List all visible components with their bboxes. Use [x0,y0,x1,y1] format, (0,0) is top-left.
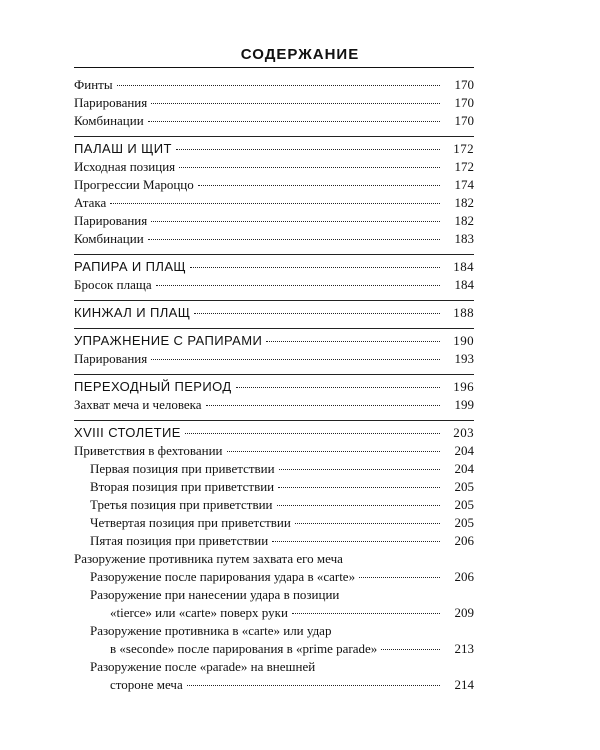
toc-entry-title[interactable]: Разоружение противника в «carte» или удар [90,623,332,638]
toc-entry-page: 214 [454,677,474,692]
section-divider [74,136,474,137]
toc-entry-title: Первая позиция при приветствии [90,461,275,476]
dot-leader [151,221,440,222]
toc-entry-title[interactable]: Разоружение при нанесении удара в позиции [90,587,340,602]
toc-entry[interactable] [74,460,474,478]
toc-entry[interactable] [74,532,474,550]
dot-leader [359,577,440,578]
dot-leader [277,505,440,506]
toc-entry[interactable] [74,396,474,414]
table-of-contents [74,76,474,694]
toc-entry-page: 205 [454,497,474,512]
toc-entry-title: Атака [74,195,107,210]
toc-entry[interactable] [74,176,474,194]
toc-entry[interactable] [74,212,474,230]
toc-entry-title: в «seconde» после парирования в «prime parade» [110,641,378,656]
toc-entry-title: Прогрессии Мароццо [74,177,194,192]
toc-entry-title: Финты [74,77,113,92]
toc-section-heading[interactable] [74,258,474,276]
toc-entry-title: ПАЛАШ И ЩИТ [74,141,172,156]
toc-entry-title: «tierce» или «carte» поверх руки [110,605,288,620]
toc-entry-title: Пятая позиция при приветствии [90,533,269,548]
dot-leader [206,405,440,406]
dot-leader [236,387,440,388]
toc-entry-page: 183 [454,231,474,246]
toc-entry-page: 182 [454,195,474,210]
toc-entry-page: 170 [454,113,474,128]
toc-entry-page: 204 [454,443,474,458]
toc-entry-title[interactable]: Разоружение после «parade» на внешней [90,659,316,674]
dot-leader [272,541,440,542]
toc-section-heading[interactable] [74,378,474,396]
toc-entry-page: 184 [453,259,474,274]
toc-entry-page: 203 [453,425,474,440]
dot-leader [148,121,440,122]
toc-entry-title: Захват меча и человека [74,397,202,412]
toc-entry[interactable] [74,676,474,694]
toc-entry-page: 190 [453,333,474,348]
toc-entry[interactable] [74,640,474,658]
toc-entry-title: ПЕРЕХОДНЫЙ ПЕРИОД [74,379,232,394]
toc-entry[interactable] [74,442,474,460]
toc-entry-page: 209 [454,605,474,620]
dot-leader [185,433,440,434]
toc-entry-title: Третья позиция при приветствии [90,497,273,512]
dot-leader [110,203,440,204]
section-divider [74,254,474,255]
toc-entry-title: РАПИРА И ПЛАЩ [74,259,186,274]
toc-entry-title: XVIII СТОЛЕТИЕ [74,425,181,440]
toc-entry-page: 205 [454,515,474,530]
toc-entry-page: 196 [453,379,474,394]
dot-leader [198,185,440,186]
toc-entry[interactable] [74,568,474,586]
toc-entry-title: Комбинации [74,113,144,128]
toc-section-heading[interactable] [74,140,474,158]
toc-entry[interactable] [74,158,474,176]
dot-leader [190,267,440,268]
section-divider [74,328,474,329]
dot-leader [187,685,440,686]
toc-entry-page: 174 [454,177,474,192]
dot-leader [117,85,440,86]
dot-leader [227,451,441,452]
section-divider [74,420,474,421]
dot-leader [278,487,440,488]
toc-entry-title: Бросок плаща [74,277,152,292]
section-divider [74,300,474,301]
toc-section-heading[interactable] [74,424,474,442]
toc-entry-page: 170 [454,95,474,110]
toc-entry-title[interactable]: Разоружение противника путем захвата его меча [74,551,343,566]
toc-entry[interactable] [74,94,474,112]
toc-entry[interactable] [74,230,474,248]
toc-entry-page: 204 [454,461,474,476]
dot-leader [194,313,440,314]
toc-entry[interactable] [74,350,474,368]
toc-entry-title: стороне меча [110,677,183,692]
toc-entry[interactable] [74,478,474,496]
dot-leader [156,285,440,286]
dot-leader [295,523,440,524]
toc-entry-page: 199 [454,397,474,412]
toc-entry[interactable] [74,514,474,532]
toc-entry-title: Четвертая позиция при приветствии [90,515,291,530]
toc-entry-title: Парирования [74,351,148,366]
toc-entry-title: Комбинации [74,231,144,246]
dot-leader [279,469,440,470]
dot-leader [292,613,440,614]
toc-entry-title: Вторая позиция при приветствии [90,479,275,494]
toc-entry[interactable] [74,276,474,294]
toc-section-heading[interactable] [74,304,474,322]
toc-entry-page: 182 [454,213,474,228]
toc-entry[interactable] [74,112,474,130]
toc-entry-title: Разоружение после парирования удара в «carte» [90,569,356,584]
toc-entry-title: КИНЖАЛ И ПЛАЩ [74,305,191,320]
dot-leader [381,649,440,650]
toc-entry[interactable] [74,604,474,622]
toc-entry-title: Исходная позиция [74,159,176,174]
dot-leader [266,341,440,342]
page-title: СОДЕРЖАНИЕ [240,46,360,63]
toc-entry-page: 172 [454,159,474,174]
toc-entry-page: 184 [454,277,474,292]
toc-section-heading[interactable] [74,332,474,350]
dot-leader [151,103,440,104]
header-rule [74,67,474,68]
dot-leader [179,167,440,168]
dot-leader [148,239,440,240]
toc-entry-page: 172 [453,141,474,156]
toc-entry[interactable] [74,194,474,212]
dot-leader [151,359,440,360]
toc-entry-title: Парирования [74,95,148,110]
toc-entry-page: 213 [454,641,474,656]
toc-entry-page: 193 [454,351,474,366]
toc-entry-title: Приветствия в фехтовании [74,443,223,458]
dot-leader [176,149,440,150]
toc-entry-title: УПРАЖНЕНИЕ С РАПИРАМИ [74,333,263,348]
toc-entry-page: 188 [453,305,474,320]
toc-entry-page: 205 [454,479,474,494]
toc-entry-title: Парирования [74,213,148,228]
toc-entry-page: 206 [454,569,474,584]
toc-entry[interactable] [74,76,474,94]
toc-entry-page: 206 [454,533,474,548]
toc-entry-page: 170 [454,77,474,92]
toc-entry[interactable] [74,496,474,514]
section-divider [74,374,474,375]
